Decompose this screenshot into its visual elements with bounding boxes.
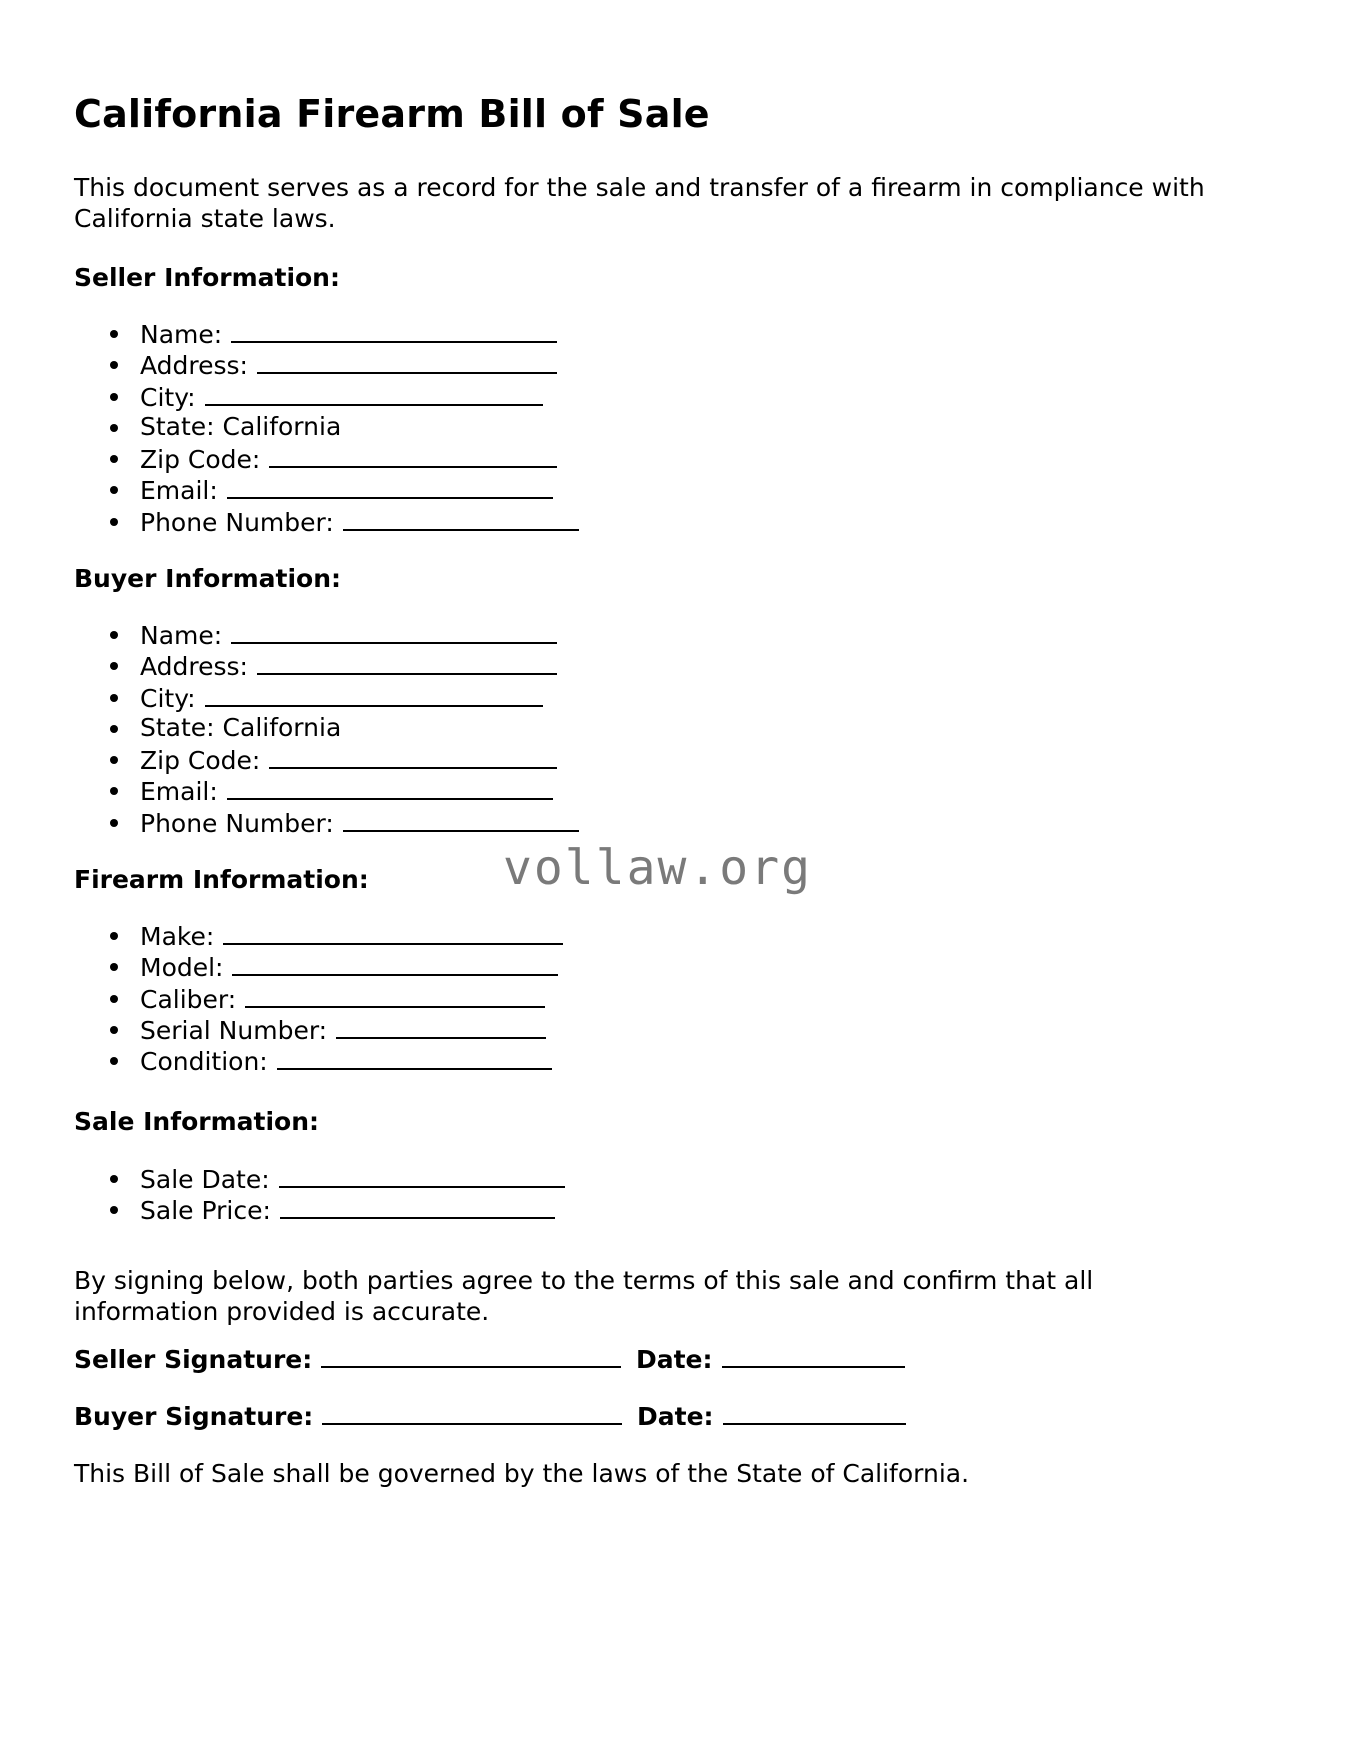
- seller-city-field: City:: [110, 380, 579, 411]
- buyer-zip-blank[interactable]: [269, 743, 557, 769]
- sale-date-field: Sale Date:: [110, 1162, 565, 1193]
- closing-paragraph: This Bill of Sale shall be governed by the laws of the State of California.: [74, 1459, 970, 1488]
- buyer-section-heading: Buyer Information:: [74, 564, 342, 593]
- sale-field-list: [110, 1162, 565, 1225]
- seller-signature-blank[interactable]: [321, 1342, 621, 1368]
- seller-address-blank[interactable]: [257, 348, 557, 374]
- firearm-section-heading: Firearm Information:: [74, 865, 369, 894]
- agreement-paragraph: By signing below, both parties agree to the terms of this sale and confirm that all information provided is accurate.: [74, 1266, 1094, 1326]
- firearm-field-list: [110, 919, 563, 1075]
- sale-price-field: Sale Price:: [110, 1193, 565, 1224]
- buyer-phone-field: Phone Number:: [110, 806, 579, 837]
- watermark-text: vollaw.org: [503, 840, 812, 896]
- firearm-serial-blank[interactable]: [336, 1013, 546, 1039]
- seller-signature-line: Seller Signature: Date:: [74, 1342, 905, 1375]
- seller-email-field: Email:: [110, 473, 579, 504]
- sale-date-blank[interactable]: [279, 1162, 565, 1188]
- sale-section-heading: Sale Information:: [74, 1107, 319, 1136]
- firearm-caliber-field: Caliber:: [110, 982, 563, 1013]
- seller-phone-blank[interactable]: [343, 505, 579, 531]
- seller-address-field: Address:: [110, 348, 579, 379]
- seller-state-field: State: California: [110, 411, 579, 442]
- firearm-condition-field: Condition:: [110, 1044, 563, 1075]
- buyer-state-field: State: California: [110, 712, 579, 743]
- buyer-city-field: City:: [110, 681, 579, 712]
- buyer-city-blank[interactable]: [205, 681, 543, 707]
- firearm-make-blank[interactable]: [223, 919, 563, 945]
- firearm-serial-field: Serial Number:: [110, 1013, 563, 1044]
- buyer-name-blank[interactable]: [231, 618, 557, 644]
- buyer-signature-line: Buyer Signature: Date:: [74, 1399, 906, 1432]
- firearm-caliber-blank[interactable]: [245, 982, 545, 1008]
- buyer-date-blank[interactable]: [723, 1399, 906, 1425]
- seller-date-blank[interactable]: [722, 1342, 905, 1368]
- seller-email-blank[interactable]: [227, 473, 553, 499]
- firearm-make-field: Make:: [110, 919, 563, 950]
- intro-paragraph: This document serves as a record for the sale and transfer of a firearm in compliance with California state laws.: [74, 173, 1205, 233]
- buyer-name-field: Name:: [110, 618, 579, 649]
- seller-phone-field: Phone Number:: [110, 505, 579, 536]
- buyer-email-field: Email:: [110, 774, 579, 805]
- firearm-condition-blank[interactable]: [277, 1044, 552, 1070]
- seller-name-field: Name:: [110, 317, 579, 348]
- seller-city-blank[interactable]: [205, 380, 543, 406]
- seller-zip-field: Zip Code:: [110, 442, 579, 473]
- firearm-model-field: Model:: [110, 950, 563, 981]
- firearm-model-blank[interactable]: [232, 950, 558, 976]
- buyer-email-blank[interactable]: [227, 774, 553, 800]
- seller-zip-blank[interactable]: [269, 442, 557, 468]
- buyer-zip-field: Zip Code:: [110, 743, 579, 774]
- seller-field-list: [110, 317, 579, 536]
- seller-name-blank[interactable]: [231, 317, 557, 343]
- seller-section-heading: Seller Information:: [74, 263, 340, 292]
- buyer-phone-blank[interactable]: [343, 806, 579, 832]
- buyer-address-field: Address:: [110, 649, 579, 680]
- buyer-address-blank[interactable]: [257, 649, 557, 675]
- buyer-field-list: [110, 618, 579, 837]
- page-title: California Firearm Bill of Sale: [74, 92, 710, 136]
- buyer-signature-blank[interactable]: [322, 1399, 622, 1425]
- sale-price-blank[interactable]: [280, 1193, 555, 1219]
